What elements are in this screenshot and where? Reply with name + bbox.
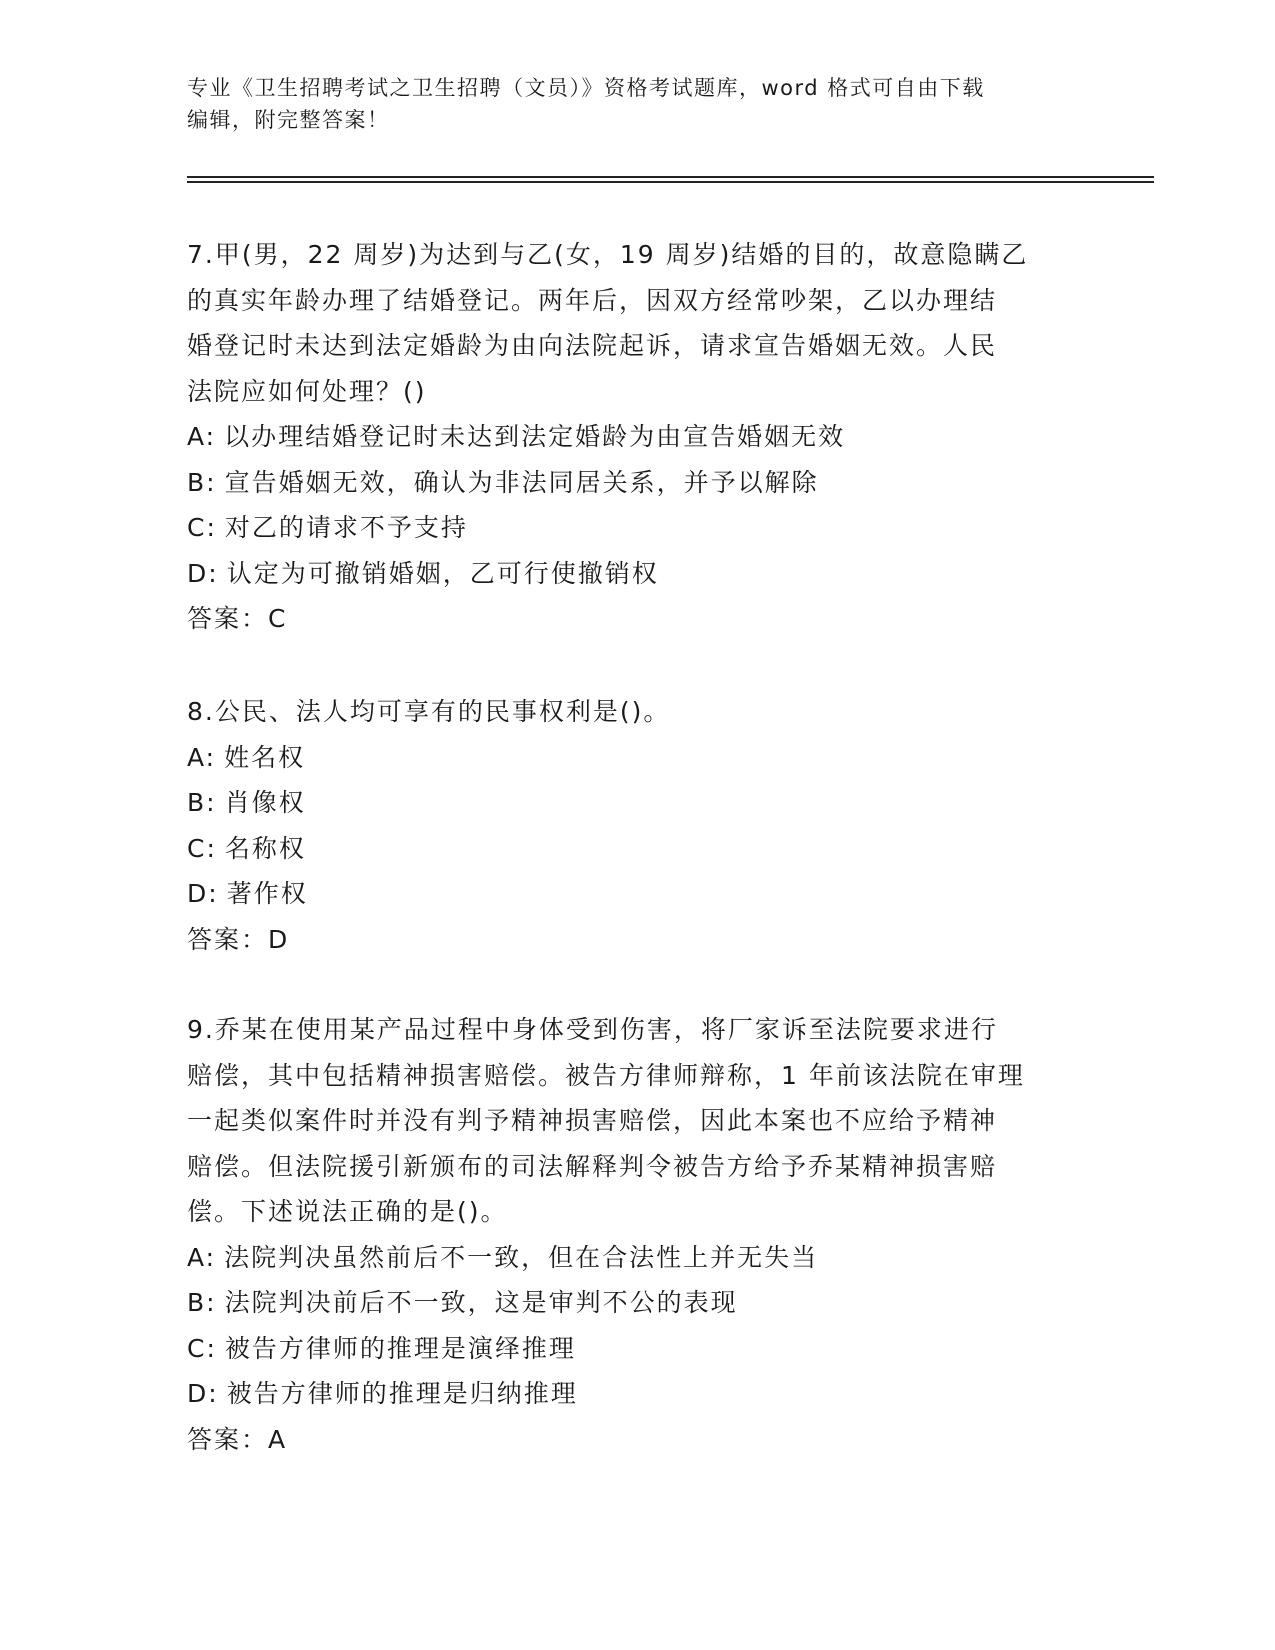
answer-line: 答案：D (187, 924, 290, 954)
option-text: 宣告婚姻无效，确认为非法同居关系，并予以解除 (224, 467, 819, 497)
option-c (187, 1326, 1087, 1372)
option-b (187, 460, 1087, 506)
option-text: 名称权 (224, 833, 306, 863)
option-letter: B: (187, 467, 217, 497)
option-b (187, 780, 1087, 826)
option-letter: C: (187, 833, 217, 863)
option-letter: C: (187, 1333, 217, 1363)
question-stem-line: 赔偿，其中包括精神损害赔偿。被告方律师辩称，1 年前该法院在审理 (187, 1060, 1025, 1090)
header-divider-top (187, 176, 1154, 178)
question-stem-line: 7.甲(男，22 周岁)为达到与乙(女，19 周岁)结婚的目的，故意隐瞒乙 (187, 240, 1029, 269)
option-c (187, 505, 1087, 551)
option-letter: B: (187, 1288, 217, 1317)
option-text: 姓名权 (224, 742, 306, 772)
option-text: 认定为可撤销婚姻，乙可行使撤销权 (226, 558, 659, 588)
answer-line: 答案：A (187, 1424, 288, 1454)
document-header (187, 72, 1087, 136)
header-divider-bottom (187, 181, 1154, 183)
question-stem-line: 赔偿。但法院援引新颁布的司法解释判令被告方给予乔某精神损害赔 (187, 1151, 998, 1181)
header-line-1: 专业《卫生招聘考试之卫生招聘（文员）》资格考试题库，word 格式可自由下载 (187, 76, 985, 100)
option-text: 法院判决前后不一致，这是审判不公的表现 (224, 1288, 738, 1317)
option-text: 对乙的请求不予支持 (224, 513, 468, 542)
question-stem-line: 9.乔某在使用某产品过程中身体受到伤害，将厂家诉至法院要求进行 (187, 1015, 998, 1044)
option-d (187, 551, 1087, 597)
option-b (187, 1280, 1087, 1326)
question-8 (187, 689, 1087, 962)
question-9 (187, 1007, 1087, 1462)
option-letter: D: (187, 1379, 219, 1408)
question-stem-line: 8.公民、法人均可享有的民事权利是()。 (187, 697, 671, 726)
question-stem-line: 法院应如何处理？() (187, 376, 427, 406)
option-a (187, 735, 1087, 781)
option-c (187, 826, 1087, 872)
option-a (187, 1235, 1087, 1281)
option-letter: A: (187, 742, 217, 772)
option-letter: A: (187, 422, 217, 451)
answer-line: 答案：C (187, 604, 288, 633)
question-stem-line: 婚登记时未达到法定婚龄为由向法院起诉，请求宣告婚姻无效。人民 (187, 331, 998, 360)
option-letter: D: (187, 558, 219, 588)
option-text: 肖像权 (224, 788, 306, 817)
option-text: 以办理结婚登记时未达到法定婚龄为由宣告婚姻无效 (224, 422, 846, 451)
question-stem-line: 一起类似案件时并没有判予精神损害赔偿，因此本案也不应给予精神 (187, 1106, 998, 1135)
option-text: 被告方律师的推理是演绎推理 (224, 1333, 576, 1363)
option-letter: A: (187, 1242, 217, 1272)
option-text: 被告方律师的推理是归纳推理 (226, 1379, 578, 1408)
question-stem-line: 的真实年龄办理了结婚登记。两年后，因双方经常吵架，乙以办理结 (187, 285, 998, 315)
header-line-2: 编辑，附完整答案！ (187, 108, 390, 132)
question-stem-line: 偿。下述说法正确的是()。 (187, 1197, 508, 1226)
option-d (187, 1371, 1087, 1417)
option-d (187, 871, 1087, 917)
option-text: 法院判决虽然前后不一致，但在合法性上并无失当 (224, 1242, 819, 1272)
option-letter: C: (187, 513, 217, 542)
option-a (187, 414, 1087, 460)
question-7 (187, 232, 1087, 642)
option-letter: B: (187, 788, 217, 817)
option-letter: D: (187, 879, 219, 908)
option-text: 著作权 (226, 879, 308, 908)
